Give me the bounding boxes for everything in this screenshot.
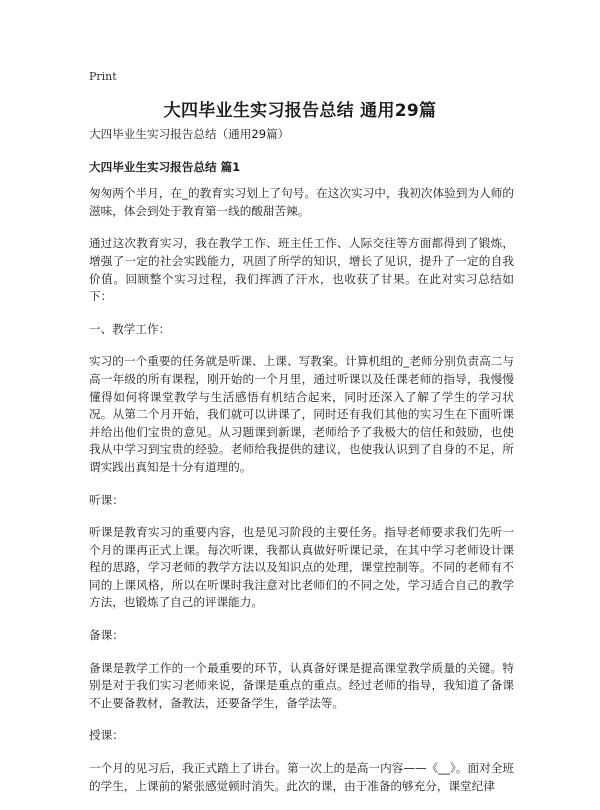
print-link[interactable]: Print [89,70,117,83]
paragraph-teaching: 一个月的见习后，我正式踏上了讲台。第一次上的是高一内容——《__》。面对全班的学生，上课前的紧张感觉顿时消失。此次的课，由于准备的够充分，课堂纪律 [89,761,514,793]
document-title: 大四毕业生实习报告总结 通用29篇 [163,101,437,121]
paragraph-lesson-observation: 听课是教育实习的重要内容，也是见习阶段的主要任务。指导老师要求我们先听一个月的课再正式上课。每次听课，我都认真做好听课记录，在其中学习老师设计课程的思路，学习老师的教学方法以及知识点的处理，课堂控制等。不同的老师有不同的上课风格，所以在听课时我注意对比老师们的不同之处，学习适合自己的教学方法，也锻炼了自己的评课能力。 [89,525,514,610]
heading-lesson-preparation: 备课： [89,628,124,643]
heading-teaching: 授课： [89,728,124,743]
paragraph-teaching-work: 实习的一个重要的任务就是听课、上课、写教案。计算机组的_老师分别负责高二与高一年级的所有课程，刚开始的一个月里，通过听课以及任课老师的指导，我慢慢懂得如何将课堂教学与生活感悟有机结合起来，同时还深入了解了学生的学习状况。从第二个月开始，我们就可以讲课了，同时还有我们其他的实习生在下面听课并给出他们宝贵的意见。从习题课到新课，老师给予了我极大的信任和鼓励，也使我从中学习到宝贵的经验。老师给我提供的建议，也使我认识到了自身的不足，所谓实践出真知是十分有道理的。 [89,354,514,474]
document-subtitle: 大四毕业生实习报告总结（通用29篇） [89,127,290,141]
paragraph-lesson-preparation: 备课是教学工作的一个最重要的环节，认真备好课是提高课堂教学质量的关键。特别是对于我们实习老师来说，备课是重点的重点。经过老师的指导，我知道了备课不止要备教材，备教法，还要备学生，备学法等。 [89,660,514,710]
paragraph-summary: 通过这次教育实习，我在教学工作、班主任工作、人际交往等方面都得到了锻炼，增强了一定的社会实践能力，巩固了所学的知识，增长了见识，提升了一定的自我价值。回顾整个实习过程，我们挥洒了汗水，也收获了甘果。在此对实习总结如下： [89,236,514,304]
section-heading: 大四毕业生实习报告总结 篇1 [89,159,241,174]
document-body [89,126,514,810]
heading-teaching-work: 一、教学工作： [89,321,171,336]
heading-lesson-observation: 听课： [89,492,124,507]
paragraph-intro: 匆匆两个半月，在_的教育实习划上了句号。在这次实习中，我初次体验到为人师的滋味，体会到处于教育第一线的酸甜苦辣。 [89,186,514,218]
